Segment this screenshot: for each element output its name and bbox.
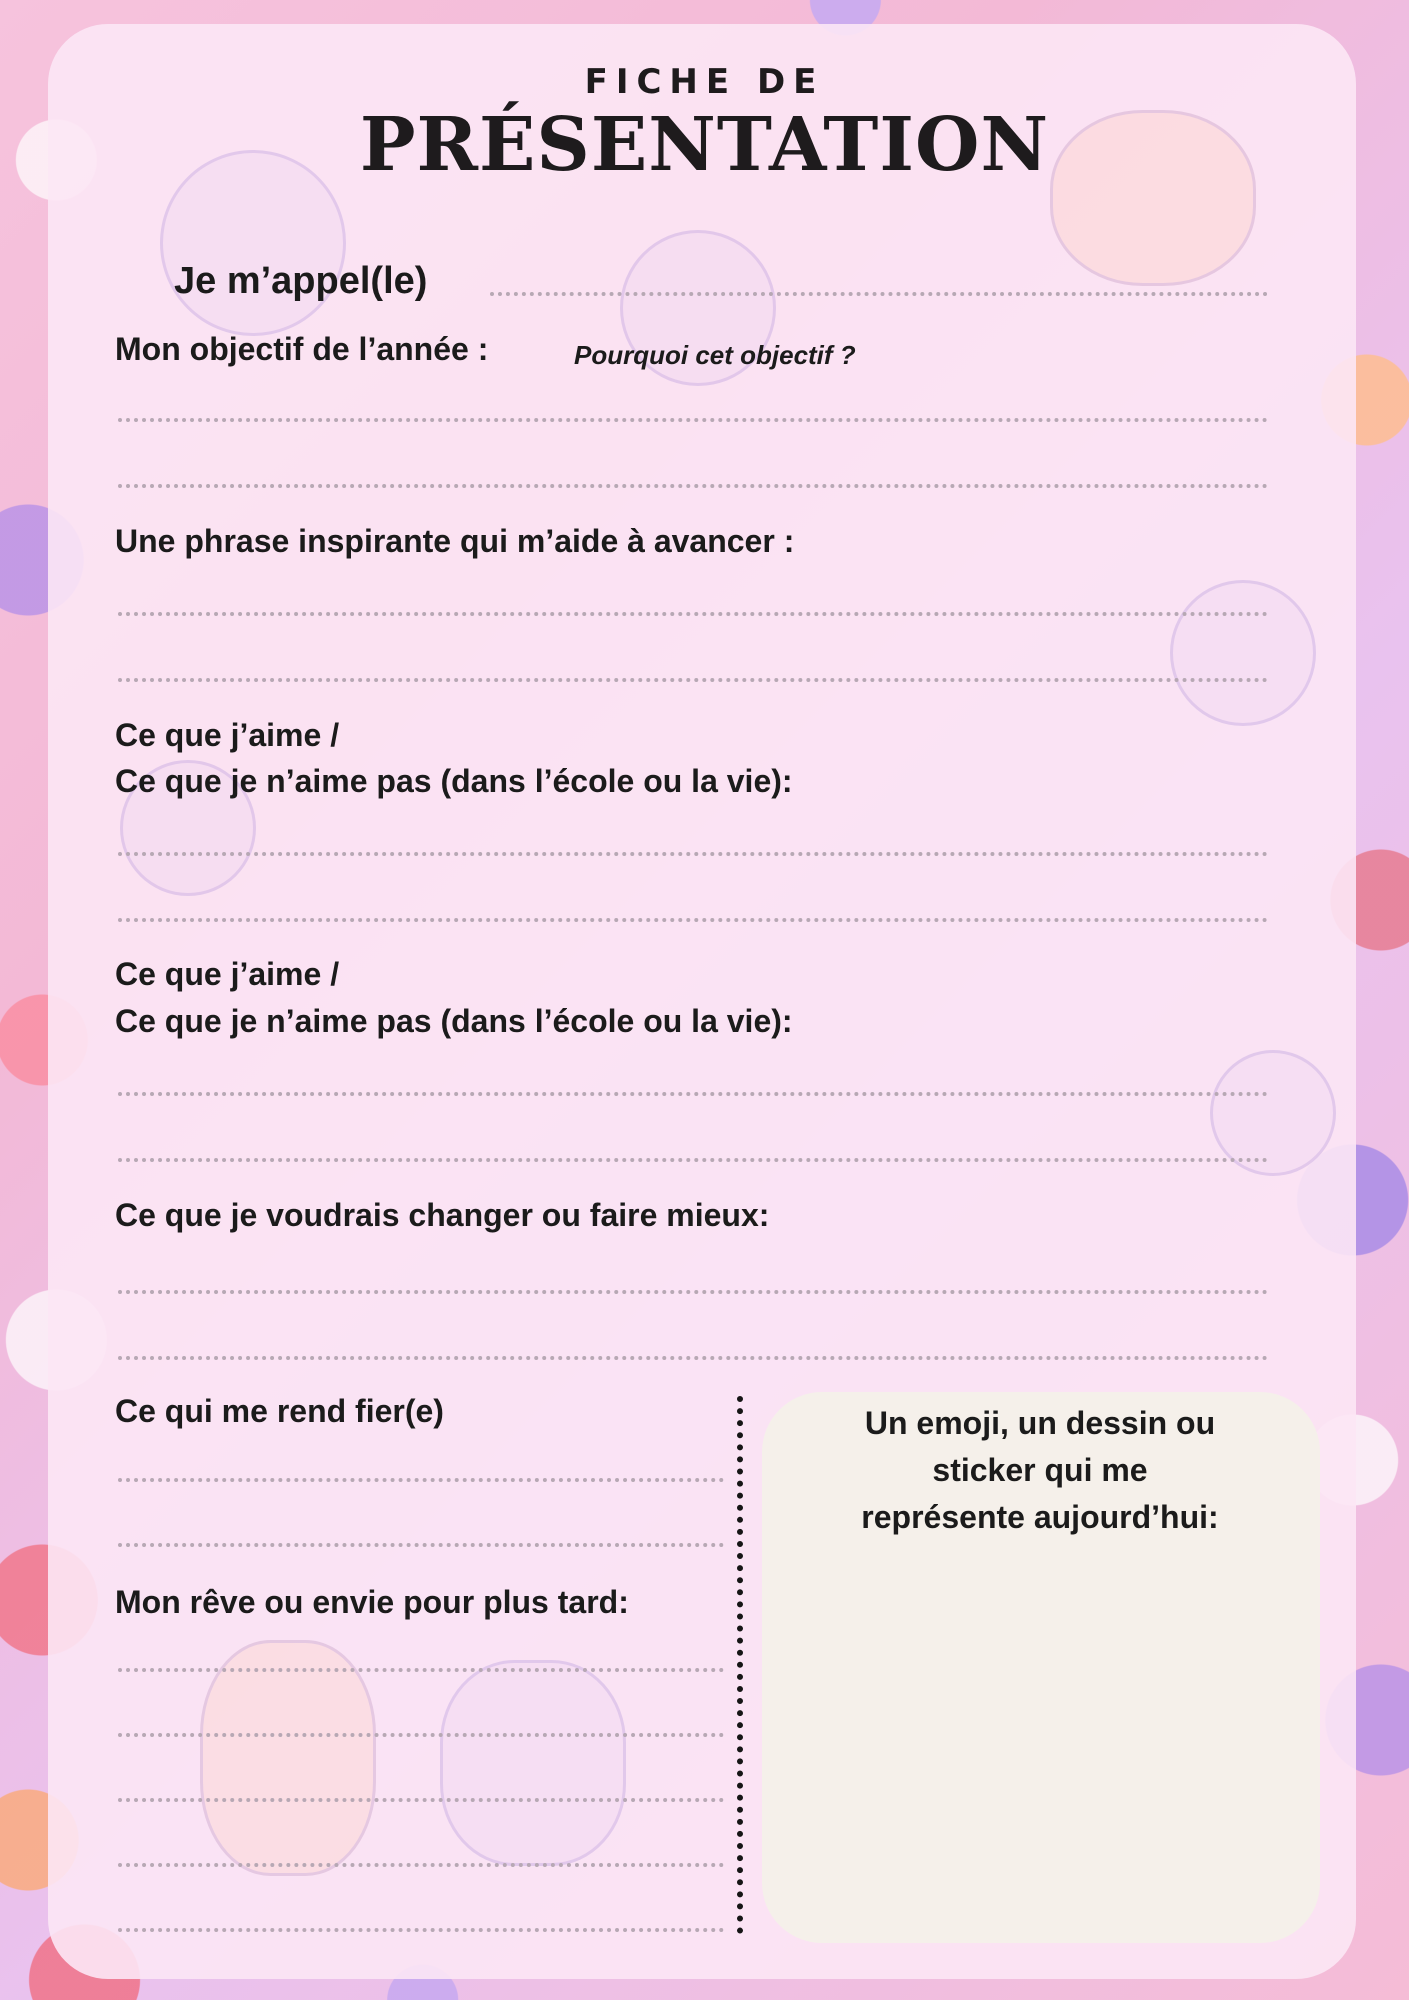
likes-label-2b: Ce que je n’aime pas (dans l’école ou la vie):: [115, 1003, 793, 1039]
decorative-flower: [440, 1660, 626, 1866]
emoji-box-line-1: Un emoji, un dessin ou: [864, 1405, 1216, 1441]
likes-label-1b: Ce que je n’aime pas (dans l’école ou la vie):: [115, 763, 793, 799]
likes-line-1[interactable]: [118, 852, 1268, 856]
name-label: Je m’appel(le): [174, 260, 428, 302]
goal-label: Mon objectif de l’année :: [115, 331, 489, 367]
quote-line-2[interactable]: [118, 678, 1268, 682]
emoji-box-line-2: sticker qui me: [932, 1452, 1148, 1488]
change-line-2[interactable]: [118, 1356, 1268, 1360]
goal-why-label: Pourquoi cet objectif ?: [574, 340, 856, 370]
dream-line-4[interactable]: [118, 1863, 724, 1867]
name-line[interactable]: [490, 292, 1268, 296]
decorative-flower: [1170, 580, 1316, 726]
likes-line-2[interactable]: [118, 918, 1268, 922]
column-divider: [737, 1396, 743, 1934]
dream-line-1[interactable]: [118, 1668, 724, 1672]
quote-label: Une phrase inspirante qui m’aide à avancer :: [115, 523, 795, 559]
page-title: PRÉSENTATION: [359, 102, 1050, 188]
emoji-box-title: [770, 1400, 1310, 1541]
likes-line-4[interactable]: [118, 1158, 1268, 1162]
emoji-box-line-3: représente aujourd’hui:: [861, 1499, 1219, 1535]
title-line-1: FICHE DE: [584, 62, 825, 102]
likes-label-1a: Ce que j’aime /: [115, 717, 340, 753]
dream-label: Mon rêve ou envie pour plus tard:: [115, 1584, 629, 1620]
proud-label: Ce qui me rend fier(e): [115, 1393, 444, 1429]
dream-line-2[interactable]: [118, 1733, 724, 1737]
likes-label-2a: Ce que j’aime /: [115, 956, 340, 992]
decorative-flower: [200, 1640, 376, 1876]
proud-line-1[interactable]: [118, 1478, 724, 1482]
likes-line-3[interactable]: [118, 1092, 1268, 1096]
quote-line-1[interactable]: [118, 612, 1268, 616]
goal-line-2[interactable]: [118, 484, 1268, 488]
dream-line-5[interactable]: [118, 1928, 724, 1932]
proud-line-2[interactable]: [118, 1543, 724, 1547]
change-line-1[interactable]: [118, 1290, 1268, 1294]
change-label: Ce que je voudrais changer ou faire mieux:: [115, 1197, 770, 1233]
goal-line-1[interactable]: [118, 418, 1268, 422]
dream-line-3[interactable]: [118, 1798, 724, 1802]
